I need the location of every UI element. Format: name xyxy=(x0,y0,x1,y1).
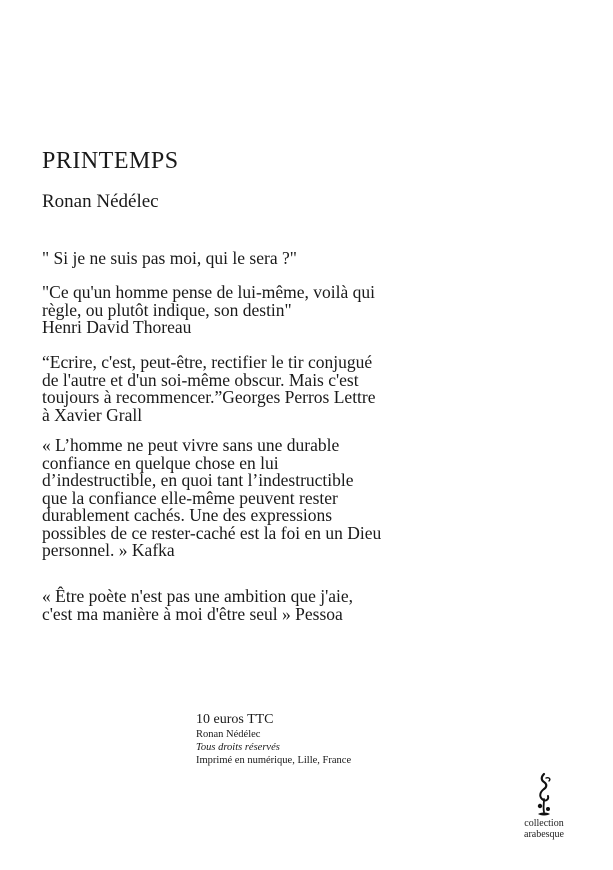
publisher-logo xyxy=(516,772,572,852)
logo-text-line1: collection xyxy=(524,818,564,829)
book-title: PRINTEMPS xyxy=(42,148,179,174)
price: 10 euros TTC xyxy=(196,712,274,727)
colophon-author: Ronan Nédélec xyxy=(196,729,261,740)
logo-text-line2: arabesque xyxy=(524,829,564,840)
arabesque-ornament-icon xyxy=(532,772,556,818)
epigraph-quote: « L’homme ne peut vivre sans une durable confiance en quelque chose en lui d’indestructible, en quoi tant l’indestructible que la confiance elle-même peuvent rester durablement cachés. Une des expressions possibles de ce rester-caché est la foi en un Dieu personnel. » Kafka xyxy=(42,435,382,560)
epigraph-quote: “Ecrire, c'est, peut-être, rectifier le tir conjugué de l'autre et d'un soi-même obscur. Mais c'est toujours à recommencer.”Georges Perros Lettre à Xavier Grall xyxy=(42,352,376,425)
colophon xyxy=(196,712,456,767)
epigraph-quote: " Si je ne suis pas moi, qui le sera ?" xyxy=(42,248,297,268)
book-author: Ronan Nédélec xyxy=(42,191,159,212)
epigraph-quote: "Ce qu'un homme pense de lui-même, voilà qui règle, ou plutôt indique, son destin" Henri David Thoreau xyxy=(42,282,376,337)
colophon-rights: Tous droits réservés xyxy=(196,742,280,753)
colophon-printed: Imprimé en numérique, Lille, France xyxy=(196,755,352,766)
epigraph-quote: « Être poète n'est pas une ambition que j'aie, c'est ma manière à moi d'être seul » Pessoa xyxy=(42,586,354,624)
